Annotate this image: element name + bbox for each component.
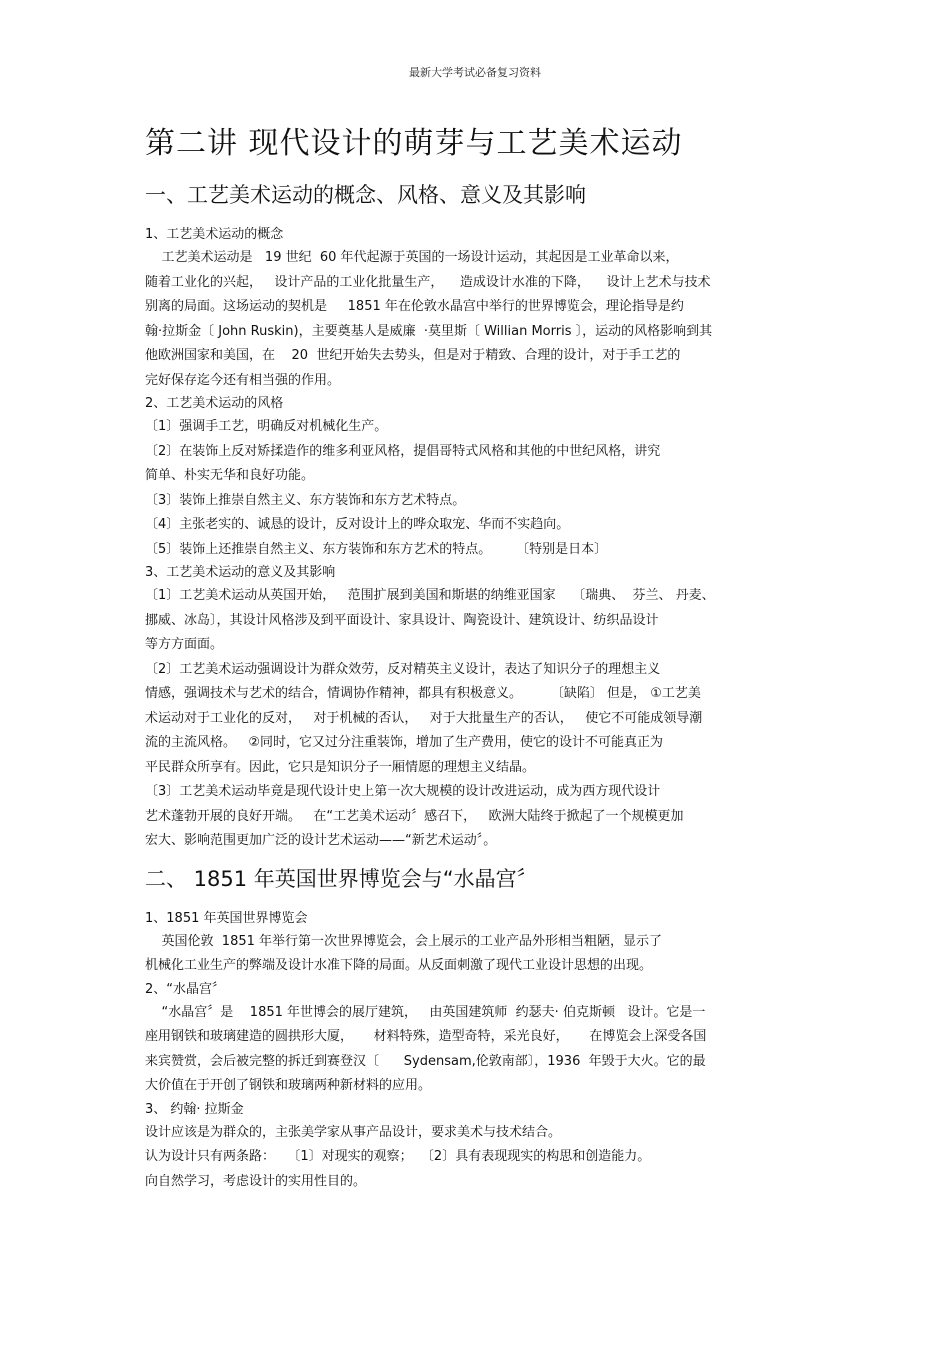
section-heading-2: 二、 1851 年英国世界博览会与“水晶宫〞 — [145, 866, 538, 891]
text-line: 工艺美术运动是 19 世纪 60 年代起源于英国的一场设计运动，其起因是工业革命以来， — [145, 250, 679, 265]
paragraph — [145, 584, 810, 854]
text-line: 宏大、影响范围更加广泛的设计艺术运动——“新艺术运动〞。 — [145, 833, 497, 848]
text-line: 随着工业化的兴起， 设计产品的工业化批量生产， 造成设计水准的下降， 设计上艺术与技术 — [145, 274, 711, 290]
paragraph — [145, 415, 810, 562]
subsection-heading: 3、工艺美术运动的意义及其影响 — [145, 565, 336, 580]
text-line: 座用钢铁和玻璃建造的圆拱形大厦， 材料特殊，造型奇特，采光良好， 在博览会上深受各国 — [145, 1029, 707, 1044]
page-header: 最新大学考试必备复习资料 — [409, 66, 541, 79]
text-line: 〔5〕装饰上还推崇自然主义、东方装饰和东方艺术的特点。 〔特别是日本〕 — [145, 541, 608, 557]
text-line: 平民群众所享有。因此，它只是知识分子一厢情愿的理想主义结晶。 — [145, 759, 536, 775]
text-line: 情感，强调技术与艺术的结合，情调协作精神，都具有积极意义。 〔缺陷〕 但是， ①工艺美 — [145, 686, 701, 701]
text-line: 翰·拉斯金〔 John Ruskin)，主要奠基人是威廉 ·莫里斯〔 Willian Morris 〕，运动的风格影响到其 — [145, 323, 713, 339]
text-line: 等方方面面。 — [145, 637, 224, 652]
text-line: “水晶宫〞是 1851 年世博会的展厅建筑， 由英国建筑师 约瑟夫· 伯克斯顿 设计。它是一 — [145, 1004, 706, 1020]
text-line: 英国伦敦 1851 年举行第一次世界博览会，会上展示的工业产品外形相当粗陋，显示了 — [145, 933, 663, 949]
text-line: 别离的局面。这场运动的契机是 1851 年在伦敦水晶宫中举行的世界博览会，理论指导是约 — [145, 299, 684, 314]
text-line: 机械化工业生产的弊端及设计水准下降的局面。从反面刺激了现代工业设计思想的出现。 — [145, 958, 653, 973]
spacer — [145, 854, 810, 862]
text-line: 挪威、冰岛〕，其设计风格涉及到平面设计、家具设计、陶瓷设计、建筑设计、纺织品设计 — [145, 612, 659, 628]
text-line: 流的主流风格。 ②同时，它又过分注重装饰，增加了生产费用，使它的设计不可能真正为 — [145, 735, 664, 750]
document-body — [145, 120, 810, 1194]
text-line: 艺术蓬勃开展的良好开端。 在“工艺美术运动〞感召下， 欧洲大陆终于掀起了一个规模更加 — [145, 808, 684, 824]
paragraph — [145, 930, 810, 979]
text-line: 来宾赞赏，会后被完整的拆迁到赛登汉〔 Sydensam,伦敦南部〕，1936 年毁于大火。它的最 — [145, 1053, 706, 1069]
subsection-heading: 2、“水晶宫〞 — [145, 981, 226, 997]
subsection-heading: 2、工艺美术运动的风格 — [145, 396, 284, 411]
text-line: 〔1〕强调手工艺，明确反对机械化生产。 — [145, 419, 388, 434]
text-line: 大价值在于开创了钢铁和玻璃两种新材料的应用。 — [145, 1078, 432, 1093]
paragraph — [145, 1001, 810, 1099]
text-line: 〔3〕工艺美术运动毕竟是现代设计史上第一次大规模的设计改进运动，成为西方现代设计 — [145, 784, 661, 799]
text-line: 〔1〕工艺美术运动从英国开始， 范围扩展到美国和斯堪的纳维亚国家 〔瑞典、 芬兰、 丹麦、 — [145, 588, 715, 603]
subsection-heading: 1、1851 年英国世界博览会 — [145, 910, 308, 926]
text-line: 向自然学习，考虑设计的实用性目的。 — [145, 1173, 367, 1189]
paragraph — [145, 1121, 810, 1195]
text-line: 术运动对于工业化的反对， 对于机械的否认， 对于大批量生产的否认， 使它不可能成领导潮 — [145, 710, 703, 726]
page-title: 第二讲 现代设计的萌芽与工艺美术运动 — [145, 126, 683, 161]
paragraph — [145, 246, 810, 393]
text-line: 〔2〕工艺美术运动强调设计为群众效劳，反对精英主义设计，表达了知识分子的理想主义 — [145, 661, 661, 677]
text-line: 〔2〕在装饰上反对矫揉造作的维多利亚风格，提倡哥特式风格和其他的中世纪风格，讲究 — [145, 443, 661, 459]
text-line: 简单、朴实无华和良好功能。 — [145, 468, 315, 483]
subsection-heading: 3、 约翰· 拉斯金 — [145, 1101, 244, 1117]
text-line: 他欧洲国家和美国，在 20 世纪开始失去势头，但是对于精致、合理的设计，对于手工艺的 — [145, 348, 681, 363]
text-line: 认为设计只有两条路： 〔1〕对现实的观察； 〔2〕具有表现现实的构思和创造能力。 — [145, 1149, 651, 1164]
section-heading-1: 一、工艺美术运动的概念、风格、意义及其影响 — [145, 183, 586, 207]
text-line: 完好保存迄今还有相当强的作用。 — [145, 372, 341, 388]
text-line: 设计应该是为群众的，主张美学家从事产品设计，要求美术与技术结合。 — [145, 1124, 562, 1140]
subsection-heading: 1、工艺美术运动的概念 — [145, 227, 284, 242]
text-line: 〔4〕主张老实的、诚恳的设计，反对设计上的哗众取宠、华而不实趋向。 — [145, 517, 570, 532]
text-line: 〔3〕装饰上推崇自然主义、东方装饰和东方艺术特点。 — [145, 492, 466, 508]
